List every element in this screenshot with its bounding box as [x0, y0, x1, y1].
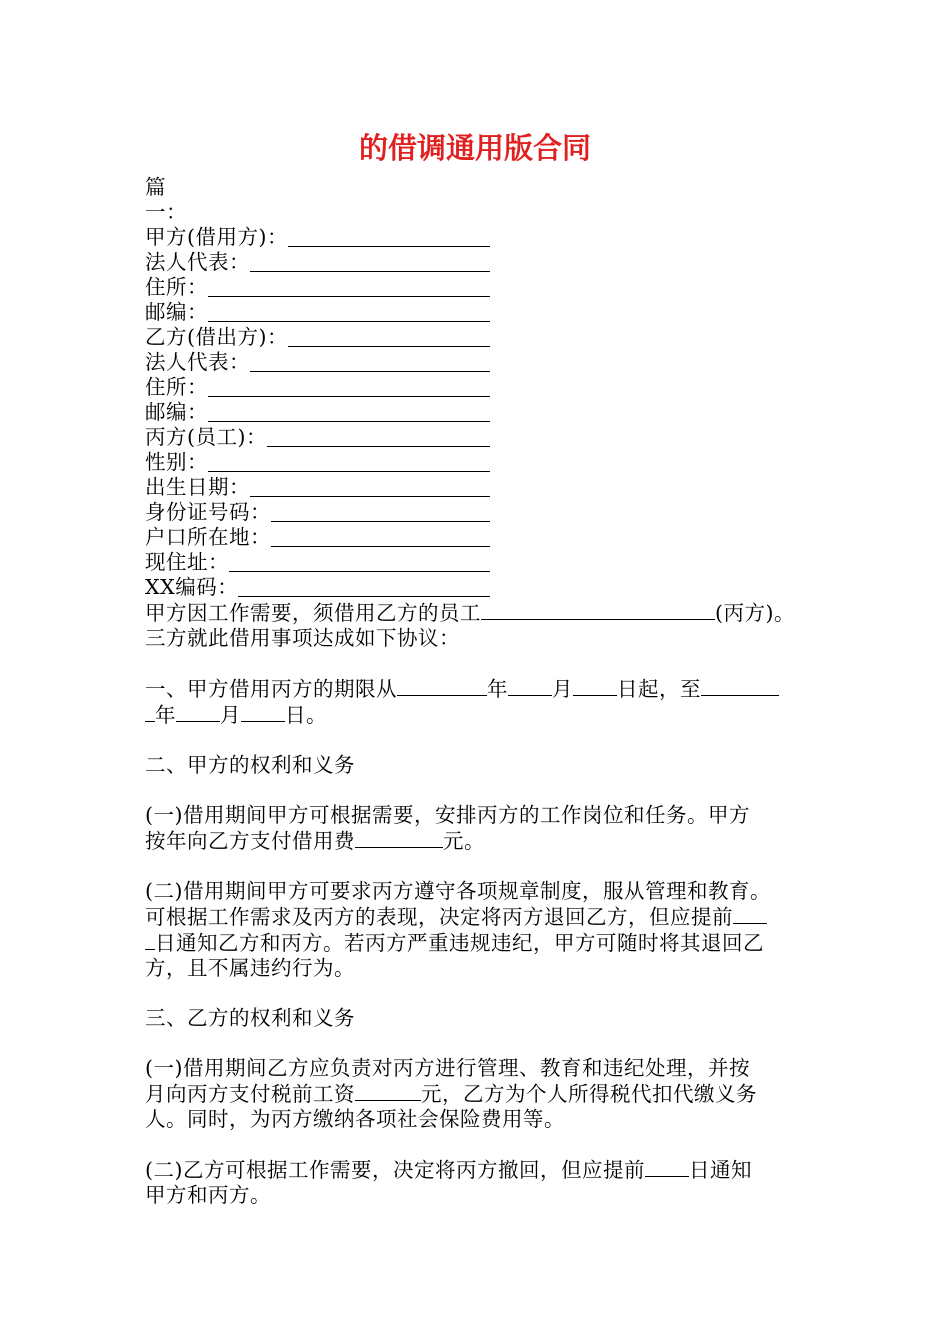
party-field-blank[interactable]: [250, 251, 490, 272]
end-year-blank-part2[interactable]: [145, 702, 155, 722]
recall-text-cont: 日通知: [689, 1158, 752, 1182]
notice-days-blank-part2[interactable]: [145, 930, 155, 950]
borrow-fee-blank[interactable]: [355, 828, 443, 848]
intro-line-2: 三方就此借用事项达成如下协议：: [145, 626, 460, 650]
party-field-row: [145, 225, 815, 250]
year-label: 年: [487, 677, 508, 701]
party-field-row: [145, 325, 815, 350]
party-field-row: [145, 525, 815, 550]
notice-text: 可根据工作需求及丙方的表现，决定将丙方退回乙方，但应提前: [145, 905, 733, 929]
party-field-blank[interactable]: [208, 451, 490, 472]
party-field-label: 甲方(借用方)：: [145, 225, 288, 249]
intro-line-1: [145, 600, 815, 626]
employee-name-blank[interactable]: [481, 600, 715, 620]
party-field-label: 邮编：: [145, 400, 208, 424]
party-field-row: [145, 375, 815, 400]
party-fields: [145, 225, 815, 600]
start-month-blank[interactable]: [508, 676, 552, 696]
recall-days-blank[interactable]: [645, 1157, 689, 1177]
document-body: [145, 175, 815, 1208]
party-field-row: [145, 550, 815, 575]
section-3-item-1-line-1: (一)借用期间乙方应负责对丙方进行管理、教育和违纪处理，并按: [145, 1056, 750, 1080]
section-3-item-1-line-3: 人。同时，为丙方缴纳各项社会保险费用等。: [145, 1107, 565, 1131]
end-year-blank-part1[interactable]: [701, 676, 779, 696]
party-field-label: 性别：: [145, 450, 208, 474]
party-field-blank[interactable]: [288, 326, 490, 347]
party-field-label: XX编码：: [145, 575, 239, 599]
party-field-blank[interactable]: [208, 376, 490, 397]
party-field-label: 邮编：: [145, 300, 208, 324]
party-field-blank[interactable]: [208, 401, 490, 422]
party-field-label: 法人代表：: [145, 250, 250, 274]
section-2-item-2-line-3: [145, 930, 815, 956]
month-label: 月: [220, 703, 241, 727]
party-field-label: 户口所在地：: [145, 525, 271, 549]
section-3-item-2-line-2: 甲方和丙方。: [145, 1183, 271, 1207]
salary-text-cont: 元，乙方为个人所得税代扣代缴义务: [421, 1082, 757, 1106]
party-field-blank[interactable]: [267, 426, 490, 447]
party-field-row: [145, 350, 815, 375]
clause-1-line-2: [145, 702, 815, 728]
year-label: 年: [155, 703, 176, 727]
clause-1-line-1: [145, 676, 815, 702]
party-field-blank[interactable]: [271, 526, 490, 547]
intro-text-after: (丙方)。: [715, 601, 795, 625]
month-label: 月: [552, 677, 573, 701]
borrow-fee-text: 按年向乙方支付借用费: [145, 829, 355, 853]
end-month-blank[interactable]: [176, 702, 220, 722]
section-2-item-2-line-2: [145, 904, 815, 930]
notice-text-cont: 日通知乙方和丙方。若丙方严重违规违纪，甲方可随时将其退回乙: [155, 931, 764, 955]
party-field-row: [145, 575, 815, 600]
party-field-blank[interactable]: [208, 276, 490, 297]
section-3-item-1-line-2: [145, 1081, 815, 1107]
day-label: 日起，至: [617, 677, 701, 701]
start-day-blank[interactable]: [573, 676, 617, 696]
section-2-item-2-line-1: (二)借用期间甲方可要求丙方遵守各项规章制度，服从管理和教育。: [145, 879, 771, 903]
party-field-label: 现住址：: [145, 550, 229, 574]
party-field-row: [145, 250, 815, 275]
section-2-item-2-line-4: 方，且不属违约行为。: [145, 956, 355, 980]
party-field-label: 住所：: [145, 375, 208, 399]
currency-label: 元。: [443, 829, 485, 853]
party-field-blank[interactable]: [208, 301, 490, 322]
salary-blank[interactable]: [355, 1081, 421, 1101]
recall-text: (二)乙方可根据工作需要，决定将丙方撤回，但应提前: [145, 1158, 645, 1182]
start-year-blank[interactable]: [397, 676, 487, 696]
clause-1-text: 一、甲方借用丙方的期限从: [145, 677, 397, 701]
section-2-item-1-line-1: (一)借用期间甲方可根据需要，安排丙方的工作岗位和任务。甲方: [145, 803, 750, 827]
party-field-blank[interactable]: [238, 576, 490, 597]
intro-text-before: 甲方因工作需要，须借用乙方的员工: [145, 601, 481, 625]
party-field-blank[interactable]: [250, 476, 490, 497]
party-field-label: 法人代表：: [145, 350, 250, 374]
party-field-row: [145, 450, 815, 475]
party-field-label: 丙方(员工)：: [145, 425, 267, 449]
party-field-row: [145, 475, 815, 500]
party-field-label: 住所：: [145, 275, 208, 299]
section-2-heading: 二、甲方的权利和义务: [145, 753, 355, 777]
party-field-blank[interactable]: [288, 226, 490, 247]
party-field-label: 乙方(借出方)：: [145, 325, 288, 349]
party-field-blank[interactable]: [250, 351, 490, 372]
header-line-2: 一：: [145, 200, 187, 224]
notice-days-blank-part1[interactable]: [733, 904, 767, 924]
day-label: 日。: [285, 703, 327, 727]
party-field-row: [145, 400, 815, 425]
section-2-item-1-line-2: [145, 828, 815, 854]
section-3-heading: 三、乙方的权利和义务: [145, 1006, 355, 1030]
party-field-row: [145, 425, 815, 450]
party-field-blank[interactable]: [229, 551, 490, 572]
party-field-label: 身份证号码：: [145, 500, 271, 524]
party-field-row: [145, 275, 815, 300]
end-day-blank[interactable]: [241, 702, 285, 722]
party-field-blank[interactable]: [271, 501, 490, 522]
document-title: 的借调通用版合同: [358, 131, 591, 165]
header-line-1: 篇: [145, 175, 166, 199]
party-field-row: [145, 500, 815, 525]
party-field-row: [145, 300, 815, 325]
salary-text: 月向丙方支付税前工资: [145, 1082, 355, 1106]
party-field-label: 出生日期：: [145, 475, 250, 499]
section-3-item-2-line-1: [145, 1157, 815, 1183]
